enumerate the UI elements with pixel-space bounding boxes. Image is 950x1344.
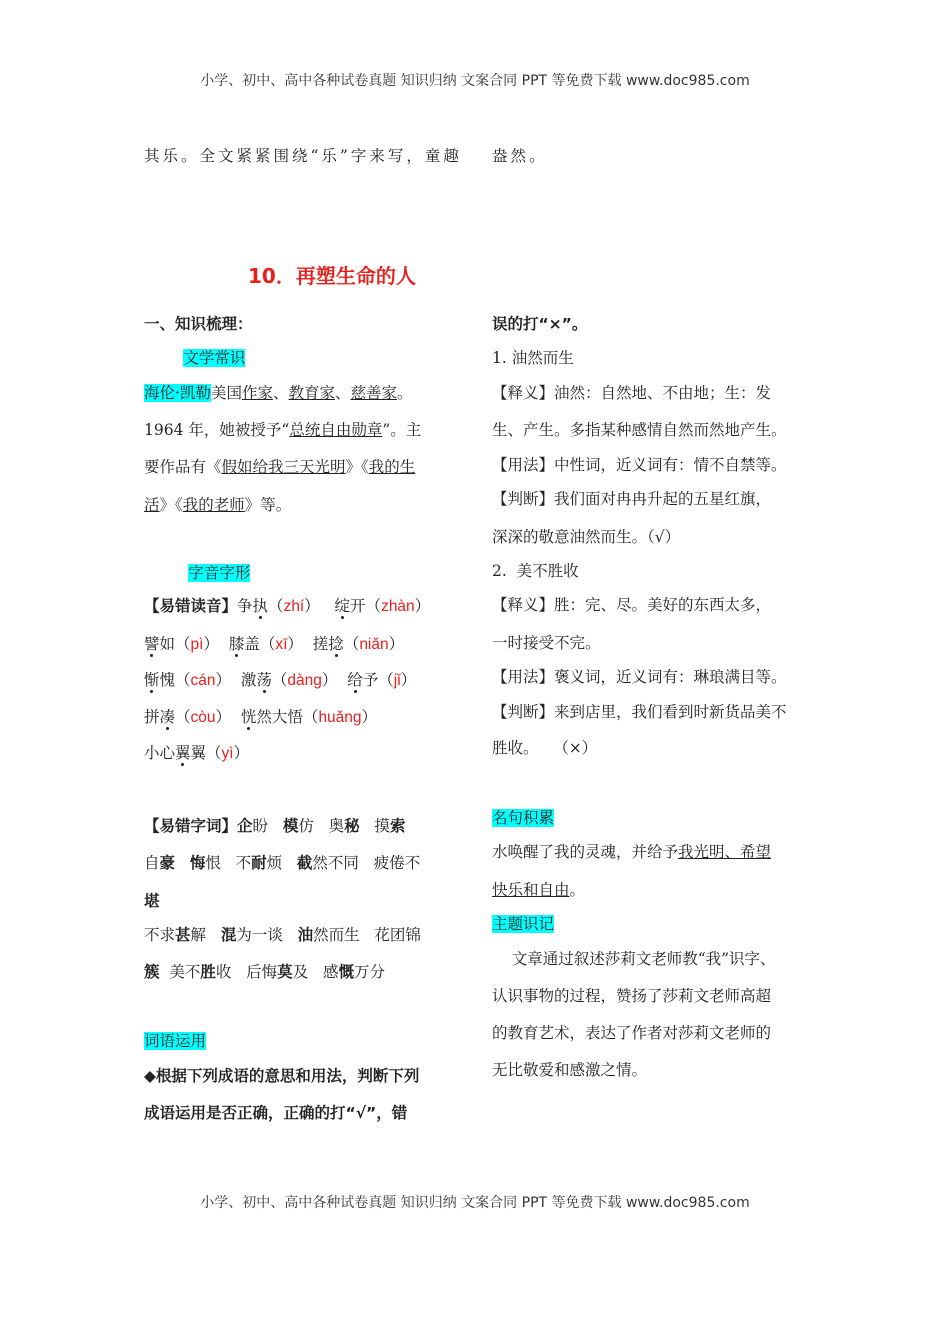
text-segment: 收 后悔 xyxy=(215,963,278,981)
text-segment: 一时接受不完。 xyxy=(492,634,601,652)
text-segment: 混 xyxy=(220,926,237,944)
text-segment: 》《 xyxy=(159,496,183,514)
text-line xyxy=(144,1066,419,1086)
text-segment: 仿 奥 xyxy=(298,817,345,835)
section-label: 词语运用 xyxy=(144,1032,207,1050)
text-segment: 翼（ xyxy=(190,744,222,762)
text-segment: 捻 xyxy=(328,635,344,653)
text-line xyxy=(492,455,787,475)
text-segment: 给 xyxy=(347,671,363,689)
text-line xyxy=(144,457,415,477)
text-segment: （ xyxy=(343,635,360,653)
text-segment: 水唤醒了我的灵魂，并给予 xyxy=(492,843,679,861)
pinyin: còu xyxy=(190,709,216,726)
text-segment: 作家 xyxy=(241,384,273,402)
text-segment: ◆根据下列成语的意思和用法，判断下列 xyxy=(144,1067,420,1085)
pinyin: huǎng xyxy=(318,709,362,726)
text-segment: 盖（ xyxy=(244,635,276,653)
text-line xyxy=(492,314,587,334)
text-segment: 争 xyxy=(237,597,253,615)
text-segment: 》《 xyxy=(345,458,369,476)
text-segment: 1. 油然而生 xyxy=(492,349,574,367)
text-segment: 然而生 花团锦 xyxy=(313,926,421,944)
text-segment: 【释义】胜：完、尽。美好的东西太多， xyxy=(492,596,772,614)
text-line xyxy=(492,527,680,547)
text-segment: 恍 xyxy=(240,708,257,726)
text-segment xyxy=(144,564,188,582)
text-segment: ） 搓 xyxy=(287,635,329,653)
text-segment: 解 xyxy=(190,926,221,944)
text-line xyxy=(492,949,776,969)
text-segment: 愧（ xyxy=(159,671,191,689)
text-segment: 然大悟（ xyxy=(256,708,319,726)
text-line xyxy=(144,853,420,873)
continued-text-left: 其乐。全文紧紧围绕“乐”字来写，童趣 xyxy=(144,147,462,165)
text-segment: （ xyxy=(175,708,191,726)
text-line xyxy=(492,420,787,440)
text-segment: 胜 xyxy=(200,963,216,981)
text-segment: ） xyxy=(304,597,335,615)
text-segment: 要作品有《 xyxy=(144,458,222,476)
text-segment: 盼 xyxy=(252,817,283,835)
text-segment: 惭 xyxy=(144,671,160,689)
text-segment: 、 xyxy=(272,384,289,402)
text-segment: ） xyxy=(361,708,378,726)
text-segment: 索 xyxy=(389,817,406,835)
text-line xyxy=(492,489,771,509)
text-segment: 美国 xyxy=(210,384,242,402)
text-segment: 我光明、希望 xyxy=(678,843,772,861)
pinyin: xī xyxy=(275,636,288,653)
section-label: 字音字形 xyxy=(188,564,251,582)
text-segment: 文章通过叙述莎莉文老师教“我”识字、 xyxy=(492,950,776,968)
text-segment: 恨 不 xyxy=(205,854,252,872)
text-line xyxy=(492,880,585,900)
text-segment: 及 感 xyxy=(292,963,339,981)
text-segment: 簇 xyxy=(144,963,160,981)
text-segment: 【易错字词】 xyxy=(144,817,238,835)
text-line xyxy=(144,1103,407,1123)
text-segment: 的教育艺术，表达了作者对莎莉文老师的 xyxy=(492,1024,772,1042)
text-segment: 油 xyxy=(297,926,314,944)
text-segment: 膝 xyxy=(228,635,245,653)
text-segment: 截 xyxy=(296,854,313,872)
pinyin: zhí xyxy=(283,598,305,615)
text-segment: 如（ xyxy=(159,635,191,653)
pinyin: pì xyxy=(190,636,204,653)
text-segment: 堪 xyxy=(144,892,160,910)
text-segment xyxy=(175,854,190,872)
text-line xyxy=(492,348,574,368)
text-segment: 活 xyxy=(144,496,160,514)
section-label: 主题识记 xyxy=(492,915,555,933)
text-segment: 慈善家 xyxy=(350,384,398,402)
text-line xyxy=(144,314,253,334)
text-segment: 翼 xyxy=(175,744,191,762)
text-segment: 。 xyxy=(397,384,413,402)
text-line xyxy=(492,738,597,758)
text-segment: ） xyxy=(321,671,348,689)
text-segment: 执 xyxy=(252,597,269,615)
text-segment: ） 激 xyxy=(215,671,257,689)
text-line xyxy=(144,383,413,403)
text-segment: 生、产生。多指某种感情自然而然地产生。 xyxy=(492,421,787,439)
text-segment: 我的生 xyxy=(368,458,416,476)
text-segment: 认识事物的过程，赞扬了莎莉文老师高超 xyxy=(492,987,772,1005)
text-segment: 拼 xyxy=(144,708,160,726)
text-segment: ） xyxy=(414,597,431,615)
text-line xyxy=(144,348,245,368)
text-line xyxy=(144,420,421,440)
text-segment: 凑 xyxy=(159,708,176,726)
text-segment: 》等。 xyxy=(244,496,292,514)
text-segment: 【用法】褒义词，近义词有：琳琅满目等。 xyxy=(492,668,787,686)
text-line xyxy=(144,1031,206,1051)
text-line xyxy=(144,962,385,982)
text-segment: 烦 xyxy=(266,854,297,872)
text-segment: 。 xyxy=(569,881,586,899)
text-segment: 误的打“×”。 xyxy=(492,315,588,333)
text-segment: 总统自由勋章 xyxy=(289,421,383,439)
text-segment: 我的老师 xyxy=(182,496,245,514)
pinyin: niǎn xyxy=(359,636,389,653)
text-line xyxy=(144,891,160,911)
text-segment: ”。主 xyxy=(382,421,422,439)
text-line xyxy=(492,986,771,1006)
text-line xyxy=(144,816,405,836)
text-segment: 万分 xyxy=(353,963,385,981)
text-segment: ） xyxy=(233,744,250,762)
page-header: 小学、初中、高中各种试卷真题 知识归纳 文案合同 PPT 等免费下载 www.doc985.com xyxy=(200,73,750,89)
text-segment: （ xyxy=(268,597,284,615)
text-segment: 【释义】油然：自然地、不由地；生：发 xyxy=(492,384,772,402)
text-segment: 自 xyxy=(144,854,160,872)
text-segment: 、 xyxy=(335,384,351,402)
text-segment: 假如给我三天光明 xyxy=(221,458,346,476)
text-segment: 【判断】我们面对冉冉升起的五星红旗， xyxy=(492,490,772,508)
text-line xyxy=(144,707,377,728)
section-label: 文学常识 xyxy=(183,349,246,367)
text-segment: 悔 xyxy=(189,854,206,872)
text-segment: 绽 xyxy=(334,597,351,615)
text-line xyxy=(144,563,250,583)
pinyin: cán xyxy=(190,672,216,689)
text-segment: 美不 xyxy=(159,963,201,981)
section-label: 名句积累 xyxy=(492,809,555,827)
text-segment: 荡 xyxy=(256,671,272,689)
text-segment: 摸 xyxy=(359,817,390,835)
text-segment: ） xyxy=(388,635,405,653)
text-line xyxy=(492,1060,647,1080)
text-segment: 为一谈 xyxy=(236,926,298,944)
text-line xyxy=(492,561,579,581)
text-segment: 2. 美不胜收 xyxy=(492,562,579,580)
text-segment: 慨 xyxy=(338,963,354,981)
text-segment: 【用法】中性词，近义词有：情不自禁等。 xyxy=(492,456,787,474)
text-segment: ） xyxy=(400,671,417,689)
lesson-title: 10．再塑生命的人 xyxy=(248,264,416,288)
text-line xyxy=(492,842,771,862)
pinyin: dàng xyxy=(287,672,322,689)
text-segment: 不求 xyxy=(144,926,176,944)
text-line xyxy=(492,702,787,722)
text-line xyxy=(144,670,416,691)
text-segment: 甚 xyxy=(175,926,191,944)
text-line xyxy=(144,925,421,945)
text-line xyxy=(492,1023,771,1043)
text-line xyxy=(144,495,291,515)
text-segment: 快乐和自由 xyxy=(492,881,570,899)
text-segment: 一、知识梳理： xyxy=(144,315,253,333)
text-segment: 成语运用是否正确，正确的打“√”，错 xyxy=(144,1104,408,1122)
pinyin: jǐ xyxy=(393,672,401,689)
text-segment: ） xyxy=(203,635,229,653)
text-line xyxy=(492,808,554,828)
page-footer: 小学、初中、高中各种试卷真题 知识归纳 文案合同 PPT 等免费下载 www.doc985.com xyxy=(200,1195,750,1211)
text-line xyxy=(144,596,430,617)
text-segment: 教育家 xyxy=(288,384,335,402)
text-segment: 胜收。 （×） xyxy=(492,739,598,757)
text-segment: 1964 年，她被授予“ xyxy=(144,421,290,439)
pinyin: yì xyxy=(221,745,234,762)
text-segment: 莫 xyxy=(277,963,293,981)
text-segment: 【易错读音】 xyxy=(144,597,238,615)
text-segment: 然不同 疲倦不 xyxy=(312,854,421,872)
continued-text-right: 盎然。 xyxy=(492,147,548,165)
text-segment: 譬 xyxy=(144,635,160,653)
text-segment: ） xyxy=(215,708,241,726)
text-line xyxy=(492,383,771,403)
text-line xyxy=(492,595,771,615)
text-segment: 予（ xyxy=(362,671,394,689)
pinyin: zhàn xyxy=(381,598,415,615)
text-line xyxy=(144,634,404,655)
section-label: 海伦·凯勒 xyxy=(144,384,211,402)
text-line xyxy=(492,914,554,934)
text-segment: 开（ xyxy=(350,597,382,615)
text-segment: 无比敬爱和感激之情。 xyxy=(492,1061,648,1079)
text-segment: 深深的敬意油然而生。（√） xyxy=(492,528,681,546)
text-segment: 豪 xyxy=(159,854,176,872)
text-line xyxy=(492,667,787,687)
text-segment: 小心 xyxy=(144,744,176,762)
text-line xyxy=(492,633,601,653)
text-segment: 模 xyxy=(282,817,299,835)
text-segment xyxy=(144,349,183,367)
text-line xyxy=(144,743,249,764)
text-segment: 耐 xyxy=(251,854,267,872)
text-segment: 【判断】来到店里，我们看到时新货品美不 xyxy=(492,703,787,721)
text-segment: 秘 xyxy=(344,817,360,835)
text-segment: 企 xyxy=(237,817,253,835)
text-segment: （ xyxy=(271,671,288,689)
